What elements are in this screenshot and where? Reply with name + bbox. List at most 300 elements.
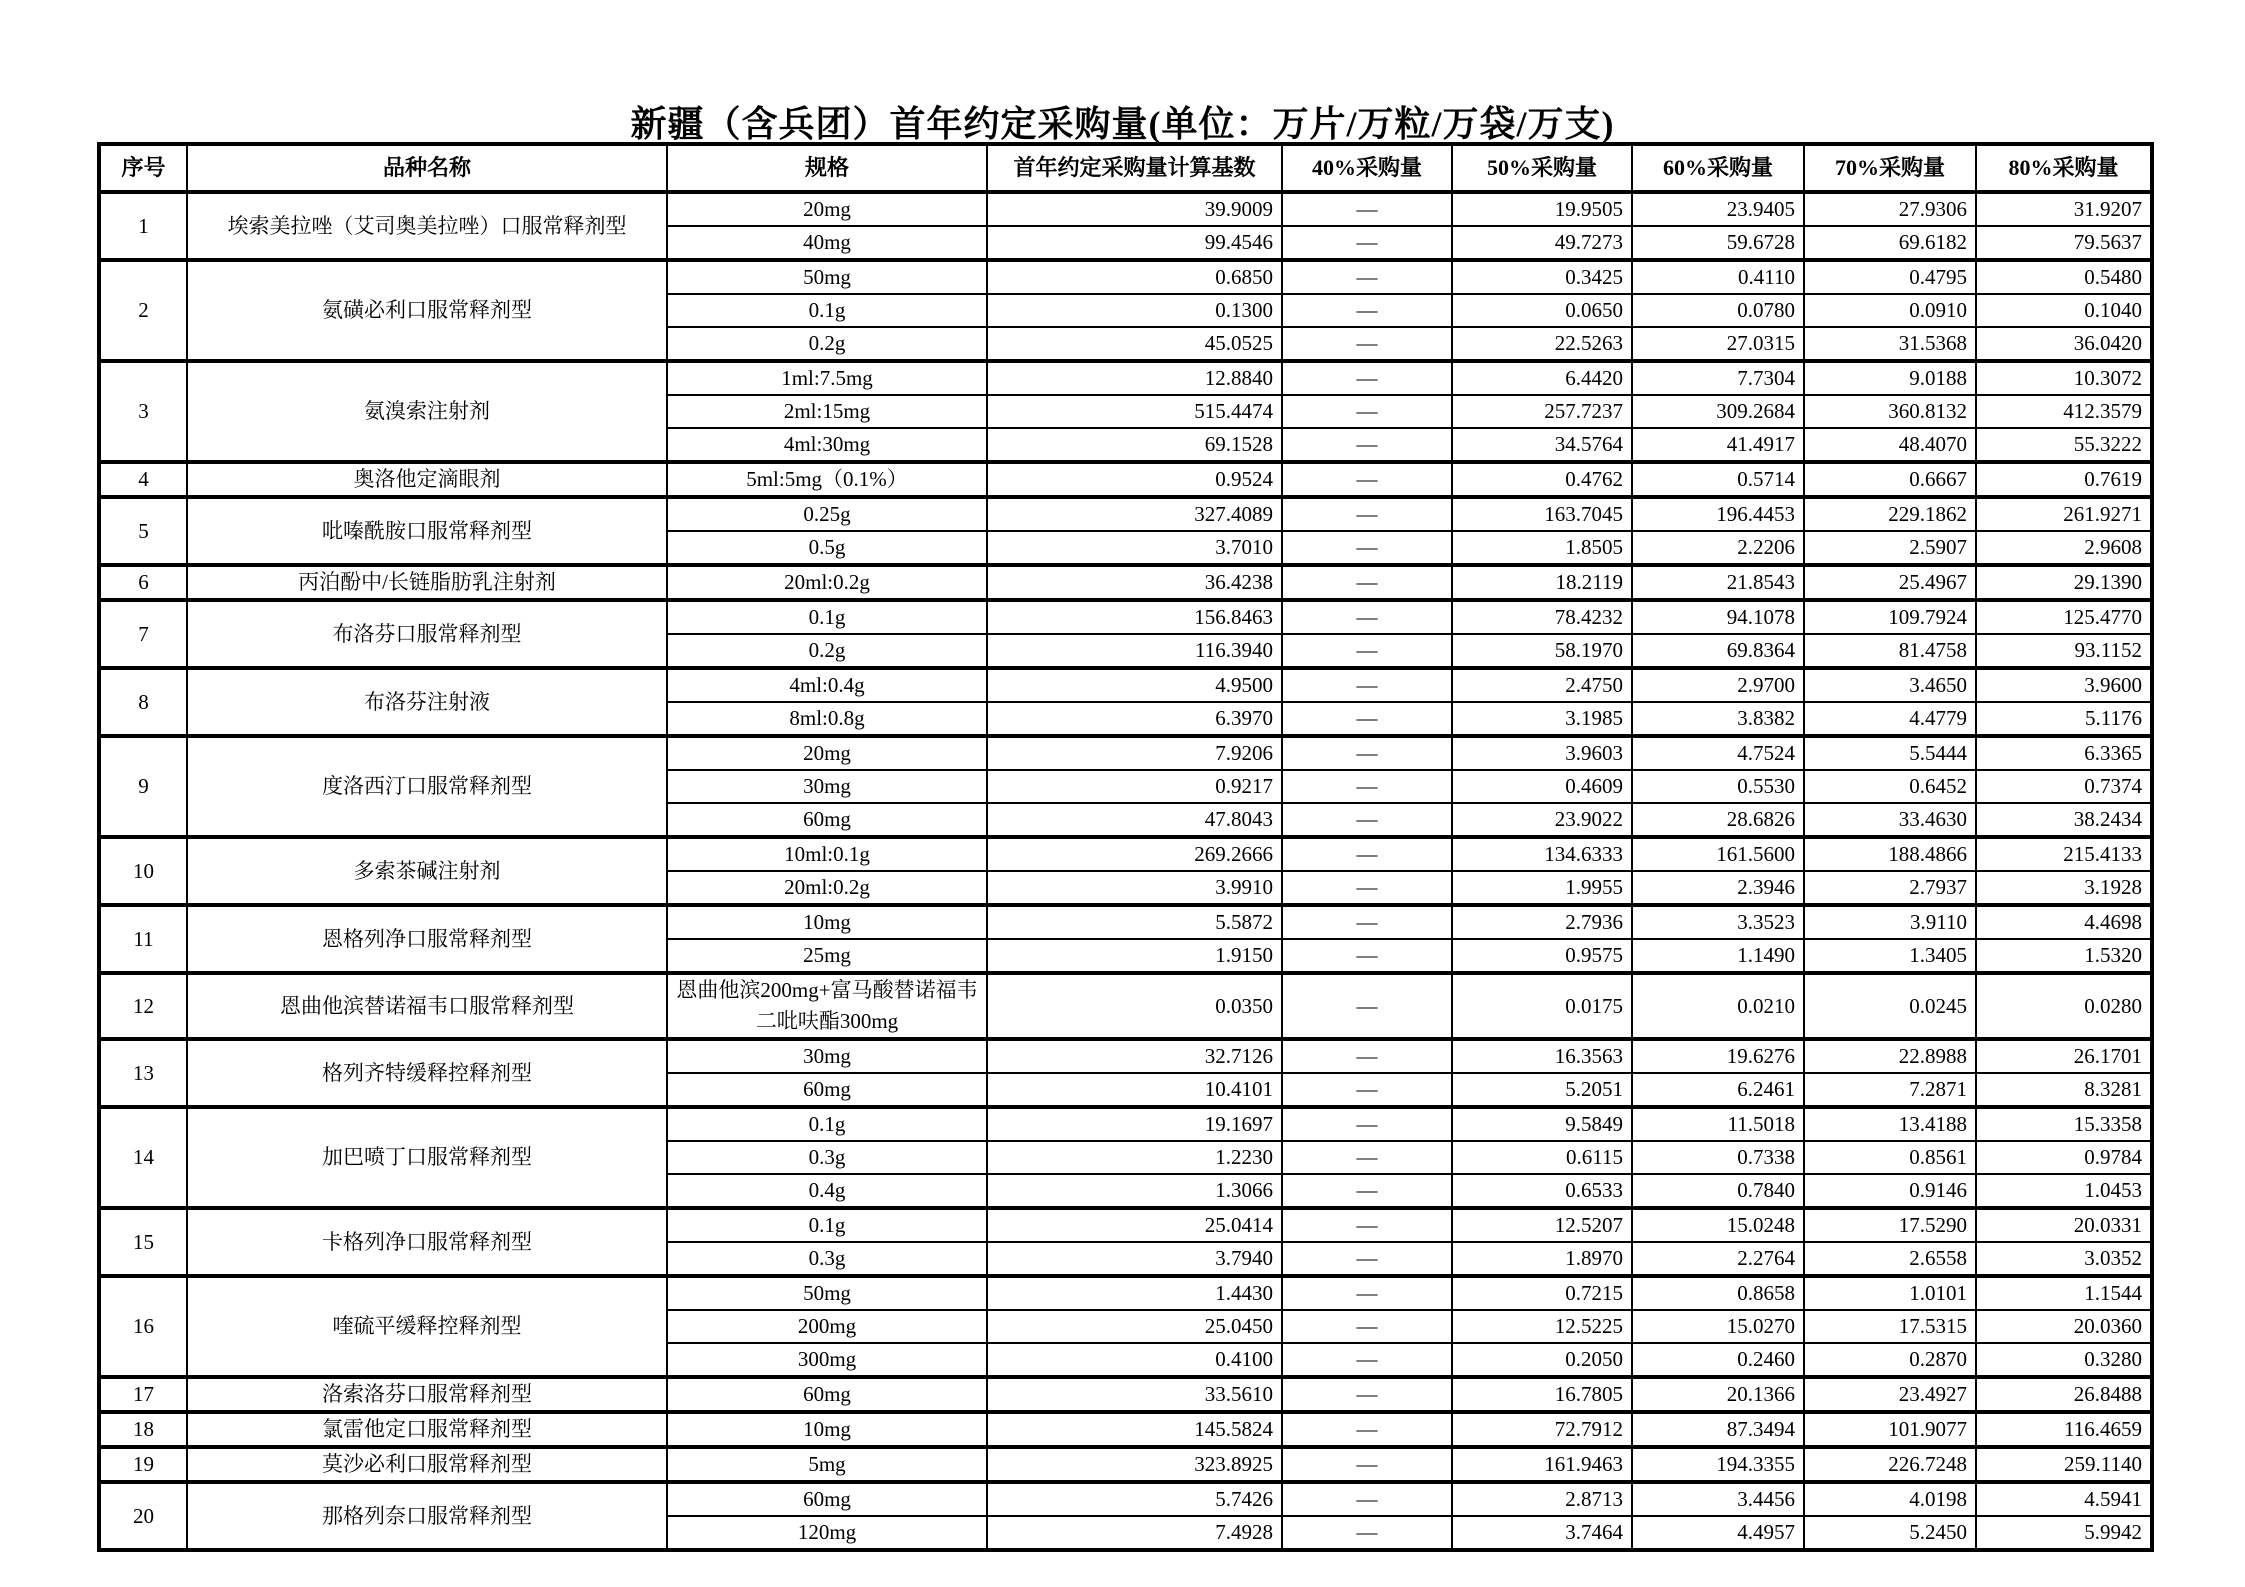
p60-cell: 1.1490 <box>1632 939 1804 973</box>
base-cell: 99.4546 <box>987 226 1282 260</box>
spec-cell: 0.2g <box>667 634 987 668</box>
spec-cell: 0.1g <box>667 1208 987 1242</box>
p60-cell: 194.3355 <box>1632 1447 1804 1482</box>
base-cell: 0.0350 <box>987 973 1282 1039</box>
p70-cell: 48.4070 <box>1804 428 1976 462</box>
base-cell: 7.9206 <box>987 736 1282 770</box>
seq-cell: 12 <box>99 973 187 1039</box>
p80-cell: 79.5637 <box>1976 226 2152 260</box>
p40-cell: — <box>1282 1141 1452 1174</box>
table-row-group17-spec1 <box>99 1377 2152 1412</box>
p70-cell: 17.5315 <box>1804 1310 1976 1343</box>
p70-cell: 226.7248 <box>1804 1447 1976 1482</box>
column-header-name: 品种名称 <box>187 144 667 192</box>
p60-cell: 0.7840 <box>1632 1174 1804 1208</box>
spec-cell: 10ml:0.1g <box>667 837 987 871</box>
base-cell: 5.7426 <box>987 1482 1282 1516</box>
p40-cell: — <box>1282 361 1452 395</box>
p50-cell: 18.2119 <box>1452 565 1632 600</box>
product-name-cell: 布洛芬注射液 <box>187 668 667 736</box>
product-name-cell: 布洛芬口服常释剂型 <box>187 600 667 668</box>
base-cell: 45.0525 <box>987 327 1282 361</box>
seq-cell: 5 <box>99 497 187 565</box>
seq-cell: 20 <box>99 1482 187 1550</box>
spec-cell: 30mg <box>667 770 987 803</box>
spec-cell: 0.5g <box>667 531 987 565</box>
p60-cell: 4.7524 <box>1632 736 1804 770</box>
p60-cell: 2.3946 <box>1632 871 1804 905</box>
base-cell: 156.8463 <box>987 600 1282 634</box>
p80-cell: 5.1176 <box>1976 702 2152 736</box>
sheet-area <box>97 142 2150 1552</box>
p40-cell: — <box>1282 1276 1452 1310</box>
p40-cell: — <box>1282 462 1452 497</box>
spec-cell: 60mg <box>667 1073 987 1107</box>
p40-cell: — <box>1282 1482 1452 1516</box>
p50-cell: 72.7912 <box>1452 1412 1632 1447</box>
p50-cell: 0.0650 <box>1452 294 1632 327</box>
table-row-group11-spec1 <box>99 905 2152 939</box>
base-cell: 6.3970 <box>987 702 1282 736</box>
p70-cell: 0.0245 <box>1804 973 1976 1039</box>
base-cell: 19.1697 <box>987 1107 1282 1141</box>
base-cell: 1.2230 <box>987 1141 1282 1174</box>
p70-cell: 3.9110 <box>1804 905 1976 939</box>
p80-cell: 1.0453 <box>1976 1174 2152 1208</box>
base-cell: 1.4430 <box>987 1276 1282 1310</box>
table-body <box>99 192 2152 1550</box>
p70-cell: 25.4967 <box>1804 565 1976 600</box>
product-name-cell: 奥洛他定滴眼剂 <box>187 462 667 497</box>
p50-cell: 22.5263 <box>1452 327 1632 361</box>
column-header-spec: 规格 <box>667 144 987 192</box>
seq-cell: 14 <box>99 1107 187 1208</box>
base-cell: 116.3940 <box>987 634 1282 668</box>
base-cell: 10.4101 <box>987 1073 1282 1107</box>
table-row-group8-spec1 <box>99 668 2152 702</box>
base-cell: 0.9217 <box>987 770 1282 803</box>
product-name-cell: 恩格列净口服常释剂型 <box>187 905 667 973</box>
p40-cell: — <box>1282 1377 1452 1412</box>
p70-cell: 0.9146 <box>1804 1174 1976 1208</box>
column-header-p50: 50%采购量 <box>1452 144 1632 192</box>
p50-cell: 1.9955 <box>1452 871 1632 905</box>
p60-cell: 0.0210 <box>1632 973 1804 1039</box>
p80-cell: 55.3222 <box>1976 428 2152 462</box>
p80-cell: 0.5480 <box>1976 260 2152 294</box>
p50-cell: 78.4232 <box>1452 600 1632 634</box>
seq-cell: 18 <box>99 1412 187 1447</box>
p80-cell: 20.0360 <box>1976 1310 2152 1343</box>
p40-cell: — <box>1282 770 1452 803</box>
p40-cell: — <box>1282 1412 1452 1447</box>
p50-cell: 0.6115 <box>1452 1141 1632 1174</box>
p70-cell: 17.5290 <box>1804 1208 1976 1242</box>
p80-cell: 2.9608 <box>1976 531 2152 565</box>
p40-cell: — <box>1282 905 1452 939</box>
p60-cell: 21.8543 <box>1632 565 1804 600</box>
base-cell: 0.9524 <box>987 462 1282 497</box>
product-name-cell: 格列齐特缓释控释剂型 <box>187 1039 667 1107</box>
p50-cell: 19.9505 <box>1452 192 1632 226</box>
p80-cell: 259.1140 <box>1976 1447 2152 1482</box>
p50-cell: 161.9463 <box>1452 1447 1632 1482</box>
p70-cell: 5.5444 <box>1804 736 1976 770</box>
p40-cell: — <box>1282 837 1452 871</box>
procurement-table <box>97 142 2154 1552</box>
p40-cell: — <box>1282 939 1452 973</box>
p50-cell: 257.7237 <box>1452 395 1632 428</box>
spec-cell: 恩曲他滨200mg+富马酸替诺福韦二吡呋酯300mg <box>667 973 987 1039</box>
p40-cell: — <box>1282 1242 1452 1276</box>
p60-cell: 0.8658 <box>1632 1276 1804 1310</box>
p60-cell: 28.6826 <box>1632 803 1804 837</box>
p80-cell: 125.4770 <box>1976 600 2152 634</box>
p70-cell: 0.6452 <box>1804 770 1976 803</box>
p80-cell: 15.3358 <box>1976 1107 2152 1141</box>
base-cell: 0.6850 <box>987 260 1282 294</box>
p40-cell: — <box>1282 1174 1452 1208</box>
p40-cell: — <box>1282 1343 1452 1377</box>
spec-cell: 20ml:0.2g <box>667 871 987 905</box>
p70-cell: 9.0188 <box>1804 361 1976 395</box>
base-cell: 33.5610 <box>987 1377 1282 1412</box>
p80-cell: 38.2434 <box>1976 803 2152 837</box>
p40-cell: — <box>1282 294 1452 327</box>
p70-cell: 2.5907 <box>1804 531 1976 565</box>
spec-cell: 0.3g <box>667 1242 987 1276</box>
p40-cell: — <box>1282 1310 1452 1343</box>
p50-cell: 34.5764 <box>1452 428 1632 462</box>
base-cell: 269.2666 <box>987 837 1282 871</box>
table-row-group15-spec1 <box>99 1208 2152 1242</box>
product-name-cell: 埃索美拉唑（艾司奥美拉唑）口服常释剂型 <box>187 192 667 260</box>
p60-cell: 309.2684 <box>1632 395 1804 428</box>
spec-cell: 60mg <box>667 1482 987 1516</box>
base-cell: 36.4238 <box>987 565 1282 600</box>
p40-cell: — <box>1282 565 1452 600</box>
p70-cell: 5.2450 <box>1804 1516 1976 1550</box>
table-row-group18-spec1 <box>99 1412 2152 1447</box>
p50-cell: 0.3425 <box>1452 260 1632 294</box>
p40-cell: — <box>1282 736 1452 770</box>
product-name-cell: 氨磺必利口服常释剂型 <box>187 260 667 361</box>
product-name-cell: 卡格列净口服常释剂型 <box>187 1208 667 1276</box>
spec-cell: 20mg <box>667 192 987 226</box>
spec-cell: 120mg <box>667 1516 987 1550</box>
spec-cell: 0.25g <box>667 497 987 531</box>
p70-cell: 2.7937 <box>1804 871 1976 905</box>
p60-cell: 2.2764 <box>1632 1242 1804 1276</box>
p40-cell: — <box>1282 803 1452 837</box>
spec-cell: 50mg <box>667 1276 987 1310</box>
p80-cell: 10.3072 <box>1976 361 2152 395</box>
p70-cell: 31.5368 <box>1804 327 1976 361</box>
p60-cell: 0.7338 <box>1632 1141 1804 1174</box>
table-row-group14-spec1 <box>99 1107 2152 1141</box>
column-header-p70: 70%采购量 <box>1804 144 1976 192</box>
p60-cell: 6.2461 <box>1632 1073 1804 1107</box>
p80-cell: 1.1544 <box>1976 1276 2152 1310</box>
p50-cell: 1.8970 <box>1452 1242 1632 1276</box>
spec-cell: 2ml:15mg <box>667 395 987 428</box>
p70-cell: 4.0198 <box>1804 1482 1976 1516</box>
p50-cell: 0.0175 <box>1452 973 1632 1039</box>
table-row-group12-spec1 <box>99 973 2152 1039</box>
p70-cell: 109.7924 <box>1804 600 1976 634</box>
spec-cell: 0.3g <box>667 1141 987 1174</box>
p50-cell: 16.3563 <box>1452 1039 1632 1073</box>
table-row-group2-spec1 <box>99 260 2152 294</box>
p40-cell: — <box>1282 428 1452 462</box>
product-name-cell: 莫沙必利口服常释剂型 <box>187 1447 667 1482</box>
base-cell: 323.8925 <box>987 1447 1282 1482</box>
p50-cell: 6.4420 <box>1452 361 1632 395</box>
spec-cell: 0.1g <box>667 294 987 327</box>
p40-cell: — <box>1282 497 1452 531</box>
product-name-cell: 那格列奈口服常释剂型 <box>187 1482 667 1550</box>
p70-cell: 4.4779 <box>1804 702 1976 736</box>
seq-cell: 9 <box>99 736 187 837</box>
p60-cell: 7.7304 <box>1632 361 1804 395</box>
table-row-group1-spec1 <box>99 192 2152 226</box>
p60-cell: 0.5714 <box>1632 462 1804 497</box>
p80-cell: 1.5320 <box>1976 939 2152 973</box>
p40-cell: — <box>1282 1516 1452 1550</box>
seq-cell: 13 <box>99 1039 187 1107</box>
p40-cell: — <box>1282 192 1452 226</box>
spec-cell: 5mg <box>667 1447 987 1482</box>
product-name-cell: 氨溴索注射剂 <box>187 361 667 462</box>
p80-cell: 3.1928 <box>1976 871 2152 905</box>
p80-cell: 3.9600 <box>1976 668 2152 702</box>
column-header-p80: 80%采购量 <box>1976 144 2152 192</box>
p70-cell: 0.4795 <box>1804 260 1976 294</box>
seq-cell: 17 <box>99 1377 187 1412</box>
p40-cell: — <box>1282 1073 1452 1107</box>
p50-cell: 0.6533 <box>1452 1174 1632 1208</box>
base-cell: 3.7940 <box>987 1242 1282 1276</box>
p80-cell: 20.0331 <box>1976 1208 2152 1242</box>
p60-cell: 3.4456 <box>1632 1482 1804 1516</box>
p40-cell: — <box>1282 327 1452 361</box>
p60-cell: 69.8364 <box>1632 634 1804 668</box>
p50-cell: 2.8713 <box>1452 1482 1632 1516</box>
p40-cell: — <box>1282 395 1452 428</box>
p50-cell: 2.7936 <box>1452 905 1632 939</box>
table-row-group4-spec1 <box>99 462 2152 497</box>
p80-cell: 4.4698 <box>1976 905 2152 939</box>
product-name-cell: 度洛西汀口服常释剂型 <box>187 736 667 837</box>
p50-cell: 5.2051 <box>1452 1073 1632 1107</box>
base-cell: 4.9500 <box>987 668 1282 702</box>
p50-cell: 0.2050 <box>1452 1343 1632 1377</box>
base-cell: 0.4100 <box>987 1343 1282 1377</box>
p40-cell: — <box>1282 668 1452 702</box>
p50-cell: 3.9603 <box>1452 736 1632 770</box>
spec-cell: 1ml:7.5mg <box>667 361 987 395</box>
p70-cell: 1.3405 <box>1804 939 1976 973</box>
p70-cell: 188.4866 <box>1804 837 1976 871</box>
p60-cell: 0.5530 <box>1632 770 1804 803</box>
p50-cell: 3.1985 <box>1452 702 1632 736</box>
p40-cell: — <box>1282 260 1452 294</box>
product-name-cell: 氯雷他定口服常释剂型 <box>187 1412 667 1447</box>
p60-cell: 20.1366 <box>1632 1377 1804 1412</box>
base-cell: 0.1300 <box>987 294 1282 327</box>
header-row <box>99 144 2152 192</box>
seq-cell: 4 <box>99 462 187 497</box>
p60-cell: 0.4110 <box>1632 260 1804 294</box>
base-cell: 25.0414 <box>987 1208 1282 1242</box>
p60-cell: 0.2460 <box>1632 1343 1804 1377</box>
p50-cell: 9.5849 <box>1452 1107 1632 1141</box>
base-cell: 69.1528 <box>987 428 1282 462</box>
p60-cell: 0.0780 <box>1632 294 1804 327</box>
p40-cell: — <box>1282 634 1452 668</box>
p80-cell: 116.4659 <box>1976 1412 2152 1447</box>
p40-cell: — <box>1282 871 1452 905</box>
p50-cell: 0.9575 <box>1452 939 1632 973</box>
p40-cell: — <box>1282 531 1452 565</box>
p50-cell: 0.4762 <box>1452 462 1632 497</box>
spec-cell: 200mg <box>667 1310 987 1343</box>
p50-cell: 12.5207 <box>1452 1208 1632 1242</box>
p40-cell: — <box>1282 1039 1452 1073</box>
column-header-p40: 40%采购量 <box>1282 144 1452 192</box>
p40-cell: — <box>1282 973 1452 1039</box>
base-cell: 3.7010 <box>987 531 1282 565</box>
column-header-seq: 序号 <box>99 144 187 192</box>
p80-cell: 261.9271 <box>1976 497 2152 531</box>
p50-cell: 163.7045 <box>1452 497 1632 531</box>
p80-cell: 5.9942 <box>1976 1516 2152 1550</box>
base-cell: 145.5824 <box>987 1412 1282 1447</box>
p40-cell: — <box>1282 702 1452 736</box>
p60-cell: 2.9700 <box>1632 668 1804 702</box>
p50-cell: 58.1970 <box>1452 634 1632 668</box>
p80-cell: 3.0352 <box>1976 1242 2152 1276</box>
column-header-base: 首年约定采购量计算基数 <box>987 144 1282 192</box>
base-cell: 3.9910 <box>987 871 1282 905</box>
p80-cell: 29.1390 <box>1976 565 2152 600</box>
p80-cell: 0.7619 <box>1976 462 2152 497</box>
p80-cell: 93.1152 <box>1976 634 2152 668</box>
p70-cell: 81.4758 <box>1804 634 1976 668</box>
base-cell: 327.4089 <box>987 497 1282 531</box>
p70-cell: 0.8561 <box>1804 1141 1976 1174</box>
p70-cell: 13.4188 <box>1804 1107 1976 1141</box>
spec-cell: 60mg <box>667 1377 987 1412</box>
seq-cell: 19 <box>99 1447 187 1482</box>
p80-cell: 4.5941 <box>1976 1482 2152 1516</box>
table-row-group9-spec1 <box>99 736 2152 770</box>
base-cell: 7.4928 <box>987 1516 1282 1550</box>
p80-cell: 0.3280 <box>1976 1343 2152 1377</box>
p60-cell: 41.4917 <box>1632 428 1804 462</box>
p50-cell: 0.7215 <box>1452 1276 1632 1310</box>
p60-cell: 23.9405 <box>1632 192 1804 226</box>
p60-cell: 161.5600 <box>1632 837 1804 871</box>
p50-cell: 12.5225 <box>1452 1310 1632 1343</box>
p80-cell: 0.7374 <box>1976 770 2152 803</box>
p60-cell: 4.4957 <box>1632 1516 1804 1550</box>
base-cell: 25.0450 <box>987 1310 1282 1343</box>
spec-cell: 8ml:0.8g <box>667 702 987 736</box>
spec-cell: 0.4g <box>667 1174 987 1208</box>
seq-cell: 11 <box>99 905 187 973</box>
spec-cell: 20ml:0.2g <box>667 565 987 600</box>
p70-cell: 7.2871 <box>1804 1073 1976 1107</box>
product-name-cell: 多索茶碱注射剂 <box>187 837 667 905</box>
product-name-cell: 加巴喷丁口服常释剂型 <box>187 1107 667 1208</box>
seq-cell: 10 <box>99 837 187 905</box>
p70-cell: 229.1862 <box>1804 497 1976 531</box>
p70-cell: 101.9077 <box>1804 1412 1976 1447</box>
p60-cell: 59.6728 <box>1632 226 1804 260</box>
table-header <box>99 144 2152 192</box>
column-header-p60: 60%采购量 <box>1632 144 1804 192</box>
base-cell: 39.9009 <box>987 192 1282 226</box>
p70-cell: 22.8988 <box>1804 1039 1976 1073</box>
p70-cell: 0.2870 <box>1804 1343 1976 1377</box>
p50-cell: 49.7273 <box>1452 226 1632 260</box>
p80-cell: 0.1040 <box>1976 294 2152 327</box>
p70-cell: 1.0101 <box>1804 1276 1976 1310</box>
p60-cell: 19.6276 <box>1632 1039 1804 1073</box>
p60-cell: 87.3494 <box>1632 1412 1804 1447</box>
p70-cell: 33.4630 <box>1804 803 1976 837</box>
p40-cell: — <box>1282 600 1452 634</box>
p80-cell: 412.3579 <box>1976 395 2152 428</box>
table-row-group19-spec1 <box>99 1447 2152 1482</box>
spec-cell: 60mg <box>667 803 987 837</box>
seq-cell: 1 <box>99 192 187 260</box>
p80-cell: 31.9207 <box>1976 192 2152 226</box>
p60-cell: 11.5018 <box>1632 1107 1804 1141</box>
base-cell: 1.9150 <box>987 939 1282 973</box>
p70-cell: 0.0910 <box>1804 294 1976 327</box>
p40-cell: — <box>1282 1107 1452 1141</box>
p60-cell: 94.1078 <box>1632 600 1804 634</box>
p70-cell: 0.6667 <box>1804 462 1976 497</box>
table-row-group16-spec1 <box>99 1276 2152 1310</box>
spec-cell: 10mg <box>667 905 987 939</box>
p70-cell: 2.6558 <box>1804 1242 1976 1276</box>
base-cell: 1.3066 <box>987 1174 1282 1208</box>
base-cell: 32.7126 <box>987 1039 1282 1073</box>
p40-cell: — <box>1282 1208 1452 1242</box>
p80-cell: 0.9784 <box>1976 1141 2152 1174</box>
p50-cell: 16.7805 <box>1452 1377 1632 1412</box>
p40-cell: — <box>1282 1447 1452 1482</box>
p50-cell: 2.4750 <box>1452 668 1632 702</box>
table-row-group20-spec1 <box>99 1482 2152 1516</box>
spec-cell: 300mg <box>667 1343 987 1377</box>
spec-cell: 50mg <box>667 260 987 294</box>
product-name-cell: 丙泊酚中/长链脂肪乳注射剂 <box>187 565 667 600</box>
spec-cell: 0.2g <box>667 327 987 361</box>
base-cell: 5.5872 <box>987 905 1282 939</box>
p70-cell: 23.4927 <box>1804 1377 1976 1412</box>
p70-cell: 3.4650 <box>1804 668 1976 702</box>
p50-cell: 1.8505 <box>1452 531 1632 565</box>
p50-cell: 0.4609 <box>1452 770 1632 803</box>
spec-cell: 4ml:30mg <box>667 428 987 462</box>
spec-cell: 0.1g <box>667 1107 987 1141</box>
table-row-group6-spec1 <box>99 565 2152 600</box>
spec-cell: 10mg <box>667 1412 987 1447</box>
